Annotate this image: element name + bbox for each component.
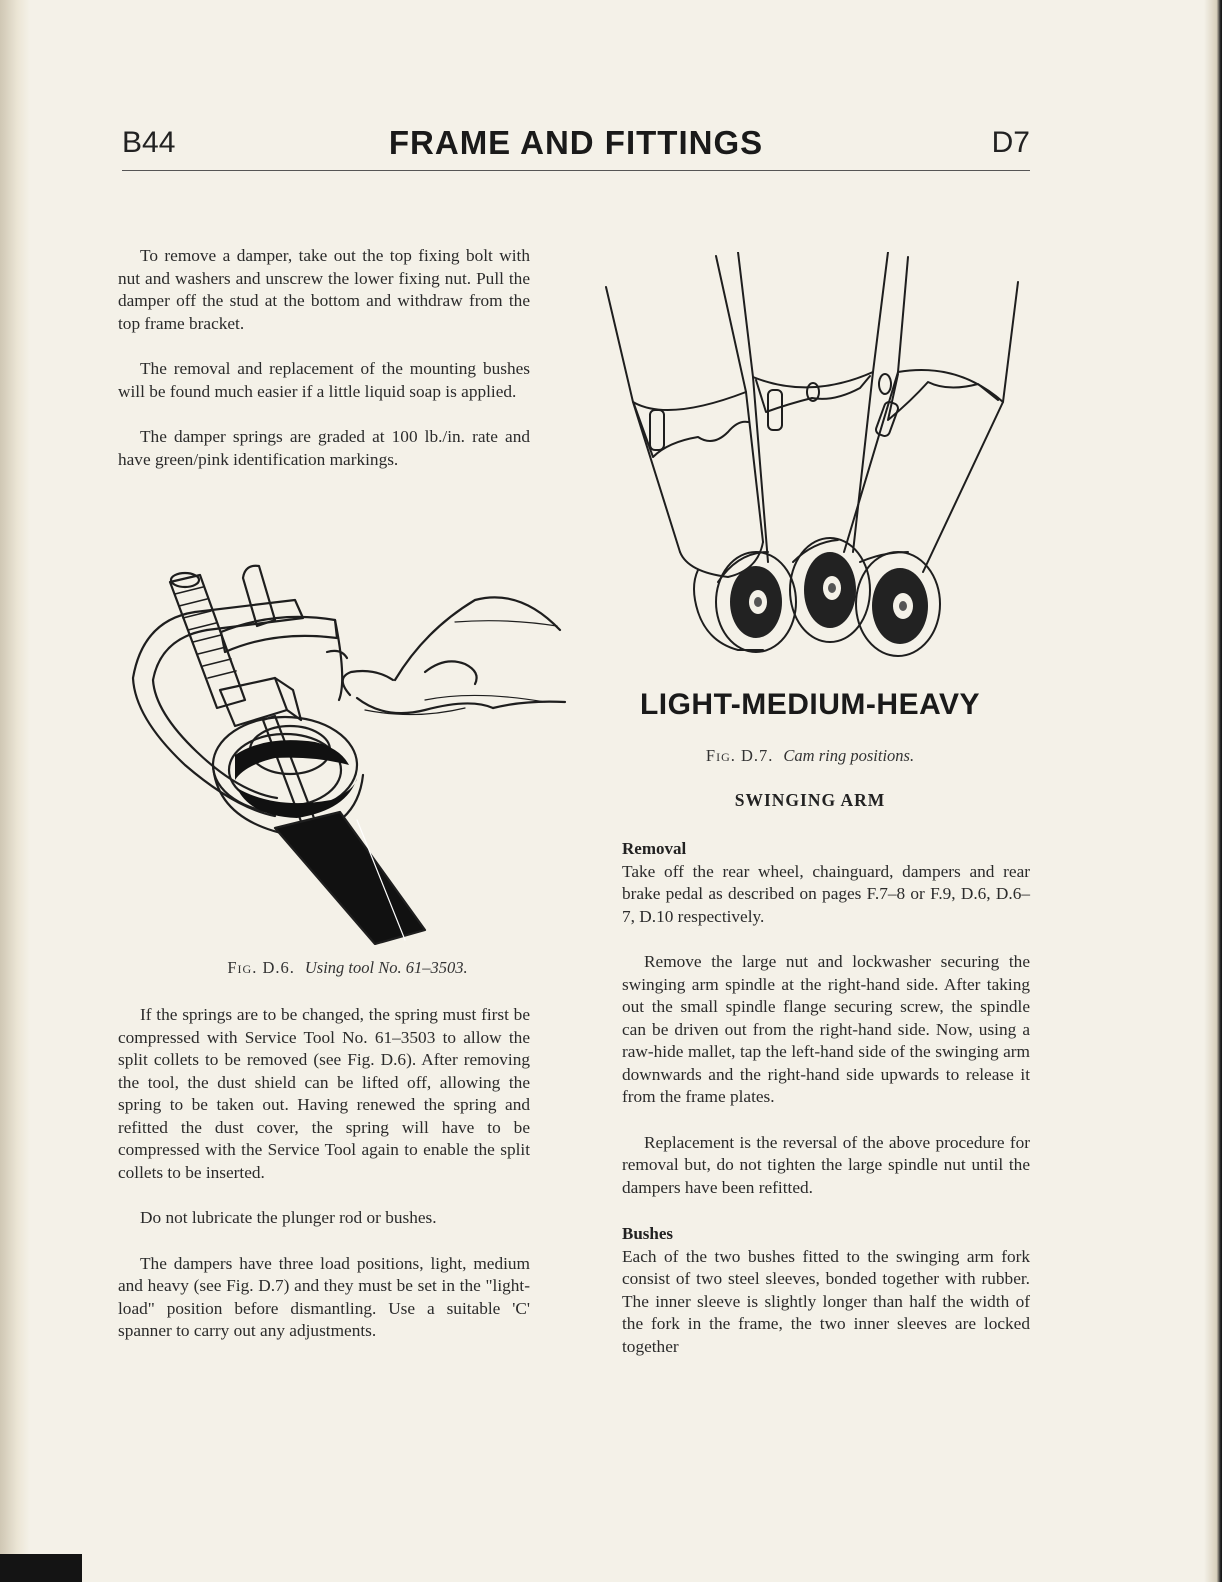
paragraph-replacement: Replacement is the reversal of the above procedure for removal but, do not tighten the large spindle nut until the dampers have been refitted. [622,1132,1030,1197]
scan-corner-shadow [0,1554,82,1582]
left-column-top [118,245,530,471]
paragraph-spindle-removal: Remove the large nut and lockwasher securing the swinging arm spindle at the right-hand side. After taking out the small spindle flange securing screw, the spindle can be driven out from the right-hand side. Now, using a raw-hide mallet, tap the left-hand side of the swinging arm downwards and the right-hand side upwards to release it from the frame plates. [622,952,1030,1106]
header-model: B44 [122,126,176,159]
figure-d6-text: Using tool No. 61–3503. [304,958,468,977]
section-heading-swinging-arm: SWINGING ARM [734,790,886,810]
subheading-bushes: Bushes [622,1224,674,1243]
paragraph-mounting-bushes: The removal and replacement of the mounting bushes will be found much easier if a little liquid soap is applied. [118,359,530,401]
right-column-text [622,838,1030,1358]
paragraph-spring-change: If the springs are to be changed, the spring must first be compressed with Service Tool No. 61–3503 to allow the split collets to be removed (see Fig. D.6). After removing the tool, the dust shield can be lifted off, allowing the spring to be taken out. Having renewed the spring and refitted the dust cover, the spring will have to be compressed with the Service Tool again to enable the split collets to be inserted. [118,1005,530,1182]
paragraph-bushes: Each of the two bushes fitted to the swinging arm fork consist of two steel sleeves, bonded together with rubber. The inner sleeve is slightly longer than half the width of the fork in the frame, the two inner sleeves are locked together [622,1246,1030,1356]
paragraph-no-lubricate: Do not lubricate the plunger rod or bushes. [140,1208,437,1227]
header-page-ref: D7 [991,126,1030,159]
figure-d6-label: Fig. D.6. [227,958,295,977]
figure-d7-caption [590,746,1030,766]
paragraph-removal-steps: Take off the rear wheel, chainguard, dampers and rear brake pedal as described on pages F.7–8 or F.9, D.6, D.6–7, D.10 respectively. [622,861,1030,926]
figure-d7-title: LIGHT-MEDIUM-HEAVY [639,688,981,721]
figure-d6-caption [125,958,570,978]
figure-d7-text: Cam ring positions. [783,746,915,765]
left-column-bottom [118,1004,530,1343]
page-title: FRAME AND FITTINGS [388,124,764,161]
subheading-removal: Removal [622,839,687,858]
header-rule [122,170,1030,171]
page-edge-shadow [1204,0,1222,1582]
figure-d7-label: Fig. D.7. [705,746,774,765]
figure-d7-illustration [598,252,1028,672]
page-header [122,118,1030,170]
paragraph-damper-removal: To remove a damper, take out the top fixing bolt with nut and washers and unscrew the lower fixing nut. Pull the damper off the stud at the bottom and withdraw from the top frame bracket. [118,246,530,333]
figure-d6-illustration [125,560,570,945]
paragraph-load-positions: The dampers have three load positions, light, medium and heavy (see Fig. D.7) and they must be set in the "light-load" position before dismantling. Use a suitable 'C' spanner to carry out any adjustments. [118,1253,530,1340]
paragraph-damper-springs: The damper springs are graded at 100 lb./in. rate and have green/pink identification markings. [118,427,530,469]
page-binding-shadow [0,0,30,1582]
